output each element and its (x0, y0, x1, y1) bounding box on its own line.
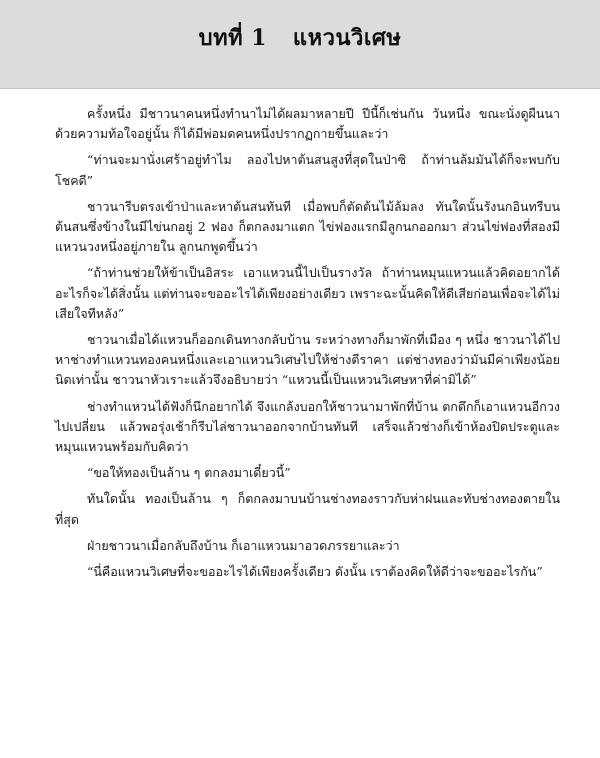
chapter-label: บทที่ (198, 24, 244, 51)
paragraph: ทันใดนั้น ทองเป็นล้าน ๆ ก็ตกลงมาบนบ้านช่างทองราวกับห่าฝนและทับช่างทองตายในที่สุด (55, 491, 560, 527)
paragraph: ชาวนาเมื่อได้แหวนก็ออกเดินทางกลับบ้าน ระหว่างทางก็มาพักที่เมือง ๆ หนึ่ง ชาวนาได้ไปหาช่างทำแหวนทองคนหนึ่งและเอาแหวนวิเศษไปให้ช่างตีราคา แต่ช่างทองว่ามันมีค่าเพียงน้อยนิดเท่านั้น ชาวนาหัวเราะแล้วจึงอธิบายว่า “แหวนนี้เป็นแหวนวิเศษหาที่ค่ามิได้” (55, 332, 560, 388)
paragraph: “นี่คือแหวนวิเศษที่จะขออะไรได้เพียงครั้งเดียว ดังนั้น เราต้องคิดให้ดีว่าจะขออะไรกัน” (87, 564, 543, 580)
chapter-name: แหวนวิเศษ (292, 24, 402, 51)
paragraph: “ขอให้ทองเป็นล้าน ๆ ตกลงมาเดี๋ยวนี้” (87, 465, 291, 481)
chapter-body (55, 104, 560, 588)
chapter-title (199, 20, 402, 55)
paragraph: “ถ้าท่านช่วยให้ข้าเป็นอิสระ เอาแหวนนี้ไปเป็นรางวัล ถ้าท่านหมุนแหวนแล้วคิดอยากได้อะไรก็จะได้สิ่งนั้น แต่ท่านจะขออะไรได้เพียงอย่างเดียว เพราะฉะนั้นคิดให้ดีเสียก่อนเพื่อจะได้ไม่เสียใจทีหลัง” (55, 265, 560, 321)
paragraph: ชาวนารีบตรงเข้าป่าและหาต้นสนทันที เมื่อพบก็ตัดต้นไม้ล้มลง ทันใดนั้นรังนกอินทรีบนต้นสนซึ่งข้างในมีไข่นกอยู่ 2 ฟอง ก็ตกลงมาแตก ไข่ฟองแรกมีลูกนกออกมา ส่วนไข่ฟองที่สองมีแหวนวงหนึ่งอยู่ภายใน ลูกนกพูดขึ้นว่า (55, 198, 560, 255)
chapter-number: 1 (251, 24, 267, 51)
paragraph: ช่างทำแหวนได้ฟังก็นึกอยากได้ จึงแกล้งบอกให้ชาวนามาพักที่บ้าน ตกดึกก็เอาแหวนอีกวงไปเปลี่ยน แล้วพอรุ่งเช้าก็รีบไล่ชาวนาออกจากบ้านทันที เสร็จแล้วช่างก็เข้าห้องปิดประตูและหมุนแหวนพร้อมกับคิดว่า (55, 398, 560, 455)
paragraph: “ท่านจะมานั่งเศร้าอยู่ทำไม ลองไปหาต้นสนสูงที่สุดในป่าซิ ถ้าท่านล้มมันได้ก็จะพบกับโชคดี” (55, 152, 560, 188)
paragraph: ครั้งหนึ่ง มีชาวนาคนหนึ่งทำนาไม่ได้ผลมาหลายปี ปีนี้ก็เช่นกัน วันหนึ่ง ขณะนั่งดูผืนนาด้วยความท้อใจอยู่นั้น ก็ได้มีพ่อมดคนหนึ่งปรากฏกายขึ้นและว่า (55, 106, 560, 142)
paragraph: ฝ่ายชาวนาเมื่อกลับถึงบ้าน ก็เอาแหวนมาอวดภรรยาและว่า (87, 537, 400, 553)
chapter-header (0, 0, 600, 89)
